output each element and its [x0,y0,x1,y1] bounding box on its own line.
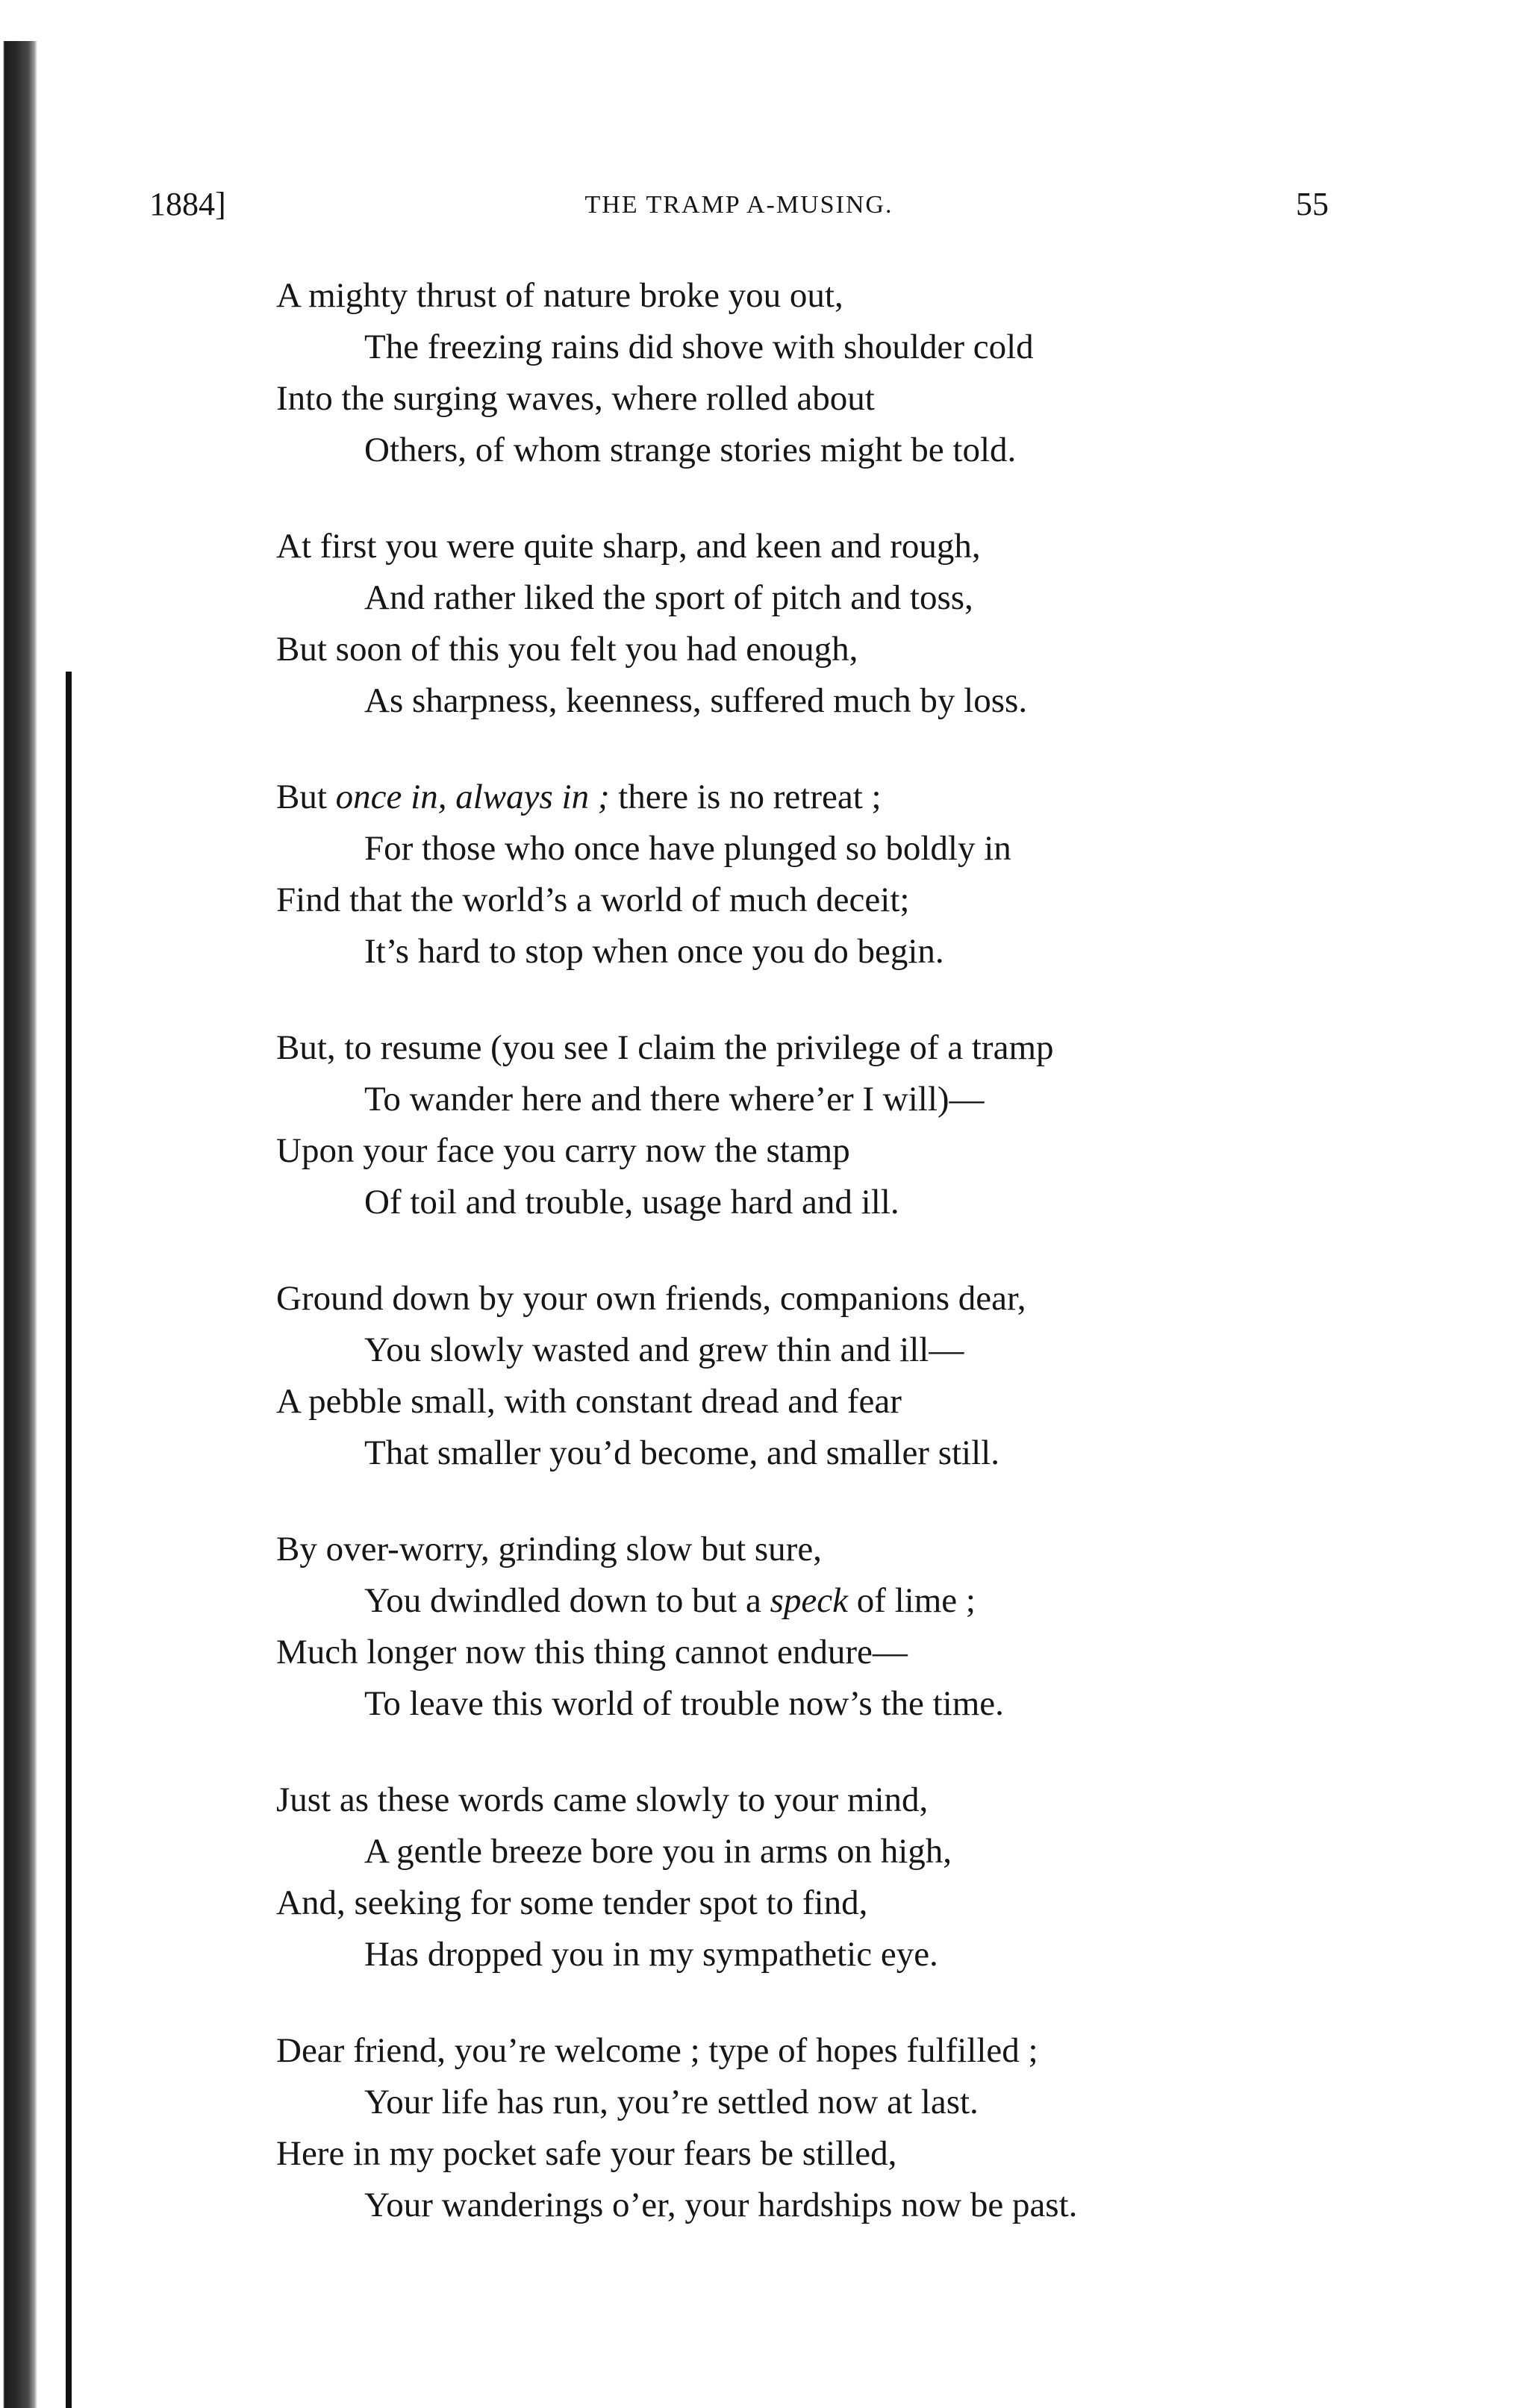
stanza-4 [276,1022,1336,1228]
poem-line: A gentle breeze bore you in arms on high, [364,1832,952,1871]
italic-phrase: once in, always in ; [335,778,610,816]
running-head-title: THE TRAMP A-MUSING. [584,191,893,219]
poem-line: And rather liked the sport of pitch and toss, [364,578,973,617]
poem-line: Upon your face you carry now the stamp [276,1131,850,1170]
poem-line: The freezing rains did shove with shoulder cold [364,328,1034,366]
line-text: But [276,778,336,816]
stanza-6 [276,1524,1336,1730]
line-text: You dwindled down to but a [364,1581,770,1620]
poem-line: Of toil and trouble, usage hard and ill. [364,1183,899,1222]
poem-line: It’s hard to stop when once you do begin. [364,932,944,971]
poem-line: Your wanderings o’er, your hardships now be past. [364,2186,1078,2224]
poem-line: A mighty thrust of nature broke you out, [276,276,843,315]
stanza-7 [276,1774,1336,1980]
stanza-2 [276,521,1336,727]
line-text: there is no retreat ; [609,778,882,816]
stanza-1 [276,270,1336,476]
poem-line: Has dropped you in my sympathetic eye. [364,1935,938,1974]
line-text: of lime ; [847,1581,976,1620]
stanza-5 [276,1273,1336,1479]
poem-line: But soon of this you felt you had enough, [276,630,858,669]
poem-line: Dear friend, you’re welcome ; type of hopes fulfilled ; [276,2031,1038,2070]
poem-line: For those who once have plunged so boldly in [364,829,1011,868]
poem-line: But, to resume (you see I claim the privilege of a tramp [276,1028,1054,1067]
poem-line: A pebble small, with constant dread and fear [276,1382,902,1421]
running-head-year: 1884] [149,186,226,222]
running-head [149,185,1329,245]
poem-line: As sharpness, keenness, suffered much by loss. [364,681,1028,720]
poem-line: That smaller you’d become, and smaller still. [364,1433,999,1472]
poem-line: Your life has run, you’re settled now at last. [364,2083,979,2121]
poem-line: Here in my pocket safe your fears be stilled, [276,2134,897,2173]
poem-body [276,270,1336,2276]
italic-word: speck [770,1581,848,1620]
poem-line: Ground down by your own friends, companions dear, [276,1279,1026,1318]
poem-line: Much longer now this thing cannot endure— [276,1633,908,1671]
poem-line [276,1575,1336,1627]
stanza-3 [276,772,1336,978]
poem-line: Just as these words came slowly to your mind, [276,1780,929,1819]
poem-line: And, seeking for some tender spot to find, [276,1883,868,1922]
poem-line: Into the surging waves, where rolled about [276,379,875,418]
poem-line: By over-worry, grinding slow but sure, [276,1530,822,1569]
poem-line: Others, of whom strange stories might be told. [364,431,1017,469]
poem-line: Find that the world’s a world of much deceit; [276,881,910,919]
poem-line: At first you were quite sharp, and keen and rough, [276,527,981,566]
poem-line [276,772,1336,823]
poem-line: To leave this world of trouble now’s the time. [364,1684,1004,1723]
poem-line: To wander here and there where’er I will)— [364,1080,985,1119]
stanza-8 [276,2025,1336,2231]
poem-line: You slowly wasted and grew thin and ill— [364,1330,964,1369]
page-number: 55 [1296,186,1329,222]
